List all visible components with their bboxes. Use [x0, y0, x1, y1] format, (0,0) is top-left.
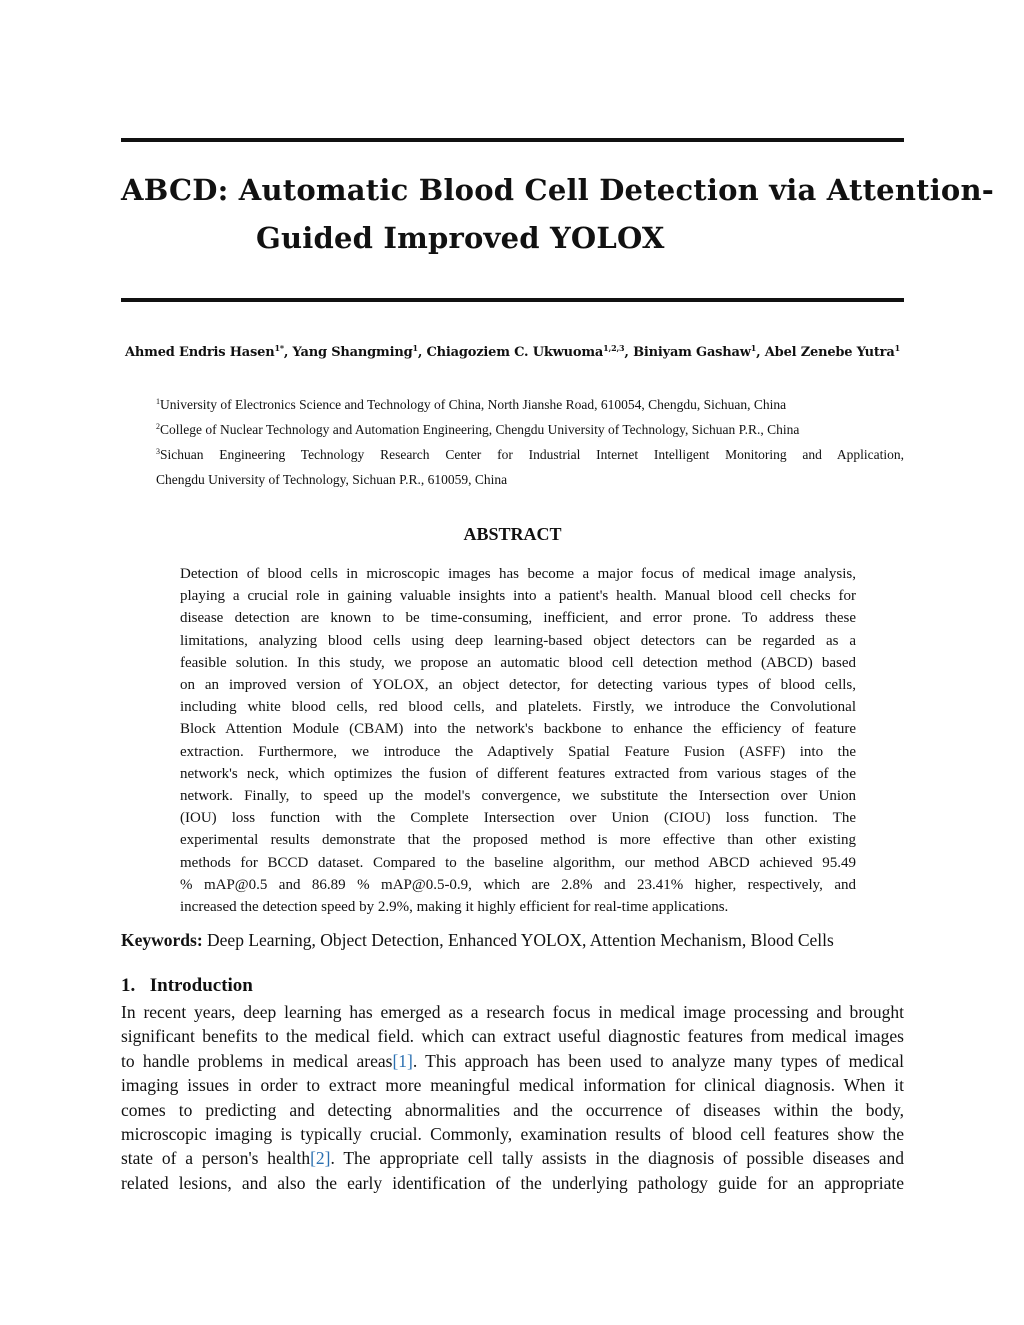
intro-line: state of a person's health[2]. The appropriate cell tally assists in the diagnosis of possible diseases and [121, 1148, 905, 1169]
intro-line: significant benefits to the medical field. which can extract useful diagnostic features from medical images [121, 1026, 904, 1047]
keywords-label: Keywords: [121, 930, 203, 950]
intro-line: microscopic imaging is typically crucial. Commonly, examination results of blood cell features show the [121, 1124, 904, 1145]
section-heading-introduction [121, 975, 253, 997]
intro-line: to handle problems in medical areas[1]. This approach has been used to analyze many types of medical [121, 1050, 904, 1071]
abstract-line: network's neck, which optimizes the fusion of different features extracted from various stages of the [180, 765, 856, 782]
abstract-line: methods for BCCD dataset. Compared to the baseline algorithm, our method ABCD achieved 95.49 [180, 854, 856, 871]
abstract-line: feasible solution. In this study, we propose an automatic blood cell detection method (ABCD) based [180, 654, 856, 671]
abstract-line: playing a crucial role in gaining valuable insights into a patient's health. Manual blood cell checks for [180, 588, 856, 605]
citation-link-2[interactable]: [2] [310, 1148, 331, 1169]
citation-link-1[interactable]: [1] [392, 1050, 413, 1071]
keywords [121, 930, 834, 951]
author: Chiagoziem C. Ukwuoma$^{1,2,3}$, [426, 343, 634, 360]
abstract-line: including white blood cells, red blood cells, and platelets. Firstly, we introduce the Convolutional [180, 699, 856, 716]
abstract-line: experimental results demonstrate that the proposed method is more effective than other existing [180, 832, 856, 849]
abstract-heading: ABSTRACT [463, 524, 562, 544]
abstract-line: % mAP@0.5 and 86.89 % mAP@0.5-0.9, which are 2.8% and 23.41% higher, respectively, and [180, 876, 856, 893]
abstract-line: (IOU) loss function with the Complete Intersection over Union (CIOU) loss function. The [180, 810, 856, 827]
abstract-line: extraction. Furthermore, we introduce the Adaptively Spatial Feature Fusion (ASFF) into the [180, 743, 856, 760]
title-bottom-rule [121, 298, 904, 302]
author: Abel Zenebe Yutra$^1$ [764, 343, 900, 360]
abstract-body [180, 563, 856, 918]
section-number: 1. [121, 975, 136, 996]
abstract-line: on an improved version of YOLOX, an object detector, for detecting various types of blood cells, [180, 677, 856, 694]
abstract-line: disease detection are known to be time-consuming, inefficient, and error prone. To address these [180, 610, 856, 627]
affiliation-1: $^1$University of Electronics Science and Technology of China, North Jianshe Road, 610054, Chengdu, Sichuan, China [156, 397, 787, 412]
affiliation-2: $^2$College of Nuclear Technology and Automation Engineering, Chengdu University of Technology, Sichuan P.R., China [156, 422, 800, 437]
affiliation-3: $^3$Sichuan Engineering Technology Research Center for Industrial Internet Intelligent Monitoring and Application, [156, 447, 904, 462]
author: Yang Shangming$^1$, [292, 343, 427, 360]
paper-title [121, 166, 994, 262]
abstract-line: increased the detection speed by 2.9%, making it highly efficient for real-time applications. [180, 899, 729, 916]
intro-line: imaging issues in order to extract more meaningful medical information for clinical diagnosis. When it [121, 1075, 904, 1096]
affiliation-list [156, 391, 904, 491]
author: Biniyam Gashaw$^1$, [633, 343, 765, 360]
section-title: Introduction [149, 975, 253, 996]
author: Ahmed Endris Hasen$^{1*}$, [125, 343, 293, 360]
abstract-line: limitations, analyzing blood cells using deep learning-based object detectors can be regarded as a [180, 632, 856, 649]
abstract-line: Detection of blood cells in microscopic images has become a major focus of medical image analysis, [180, 566, 856, 582]
intro-line: related lesions, and also the early identification of the underlying pathology guide for an appropriate [121, 1172, 904, 1193]
intro-line: In recent years, deep learning has emerged as a research focus in medical image processing and brought [121, 1002, 904, 1022]
intro-line: comes to predicting and detecting abnormalities and the occurrence of diseases within the body, [121, 1099, 904, 1120]
affiliation-3-continued: Chengdu University of Technology, Sichuan P.R., 610059, China [156, 472, 508, 487]
keywords-text: Deep Learning, Object Detection, Enhanced YOLOX, Attention Mechanism, Blood Cells [202, 930, 834, 950]
title-top-rule [121, 138, 904, 142]
abstract-line: Block Attention Module (CBAM) into the network's backbone to enhance the efficiency of feature [180, 721, 856, 738]
title-line-2: Guided Improved YOLOX [256, 221, 665, 255]
title-line-1: ABCD: Automatic Blood Cell Detection via Attention- [121, 173, 994, 207]
author-list [121, 343, 904, 360]
abstract-line: network. Finally, to speed up the model's convergence, we substitute the Intersection over Union [180, 788, 856, 805]
introduction-body [121, 1000, 904, 1195]
